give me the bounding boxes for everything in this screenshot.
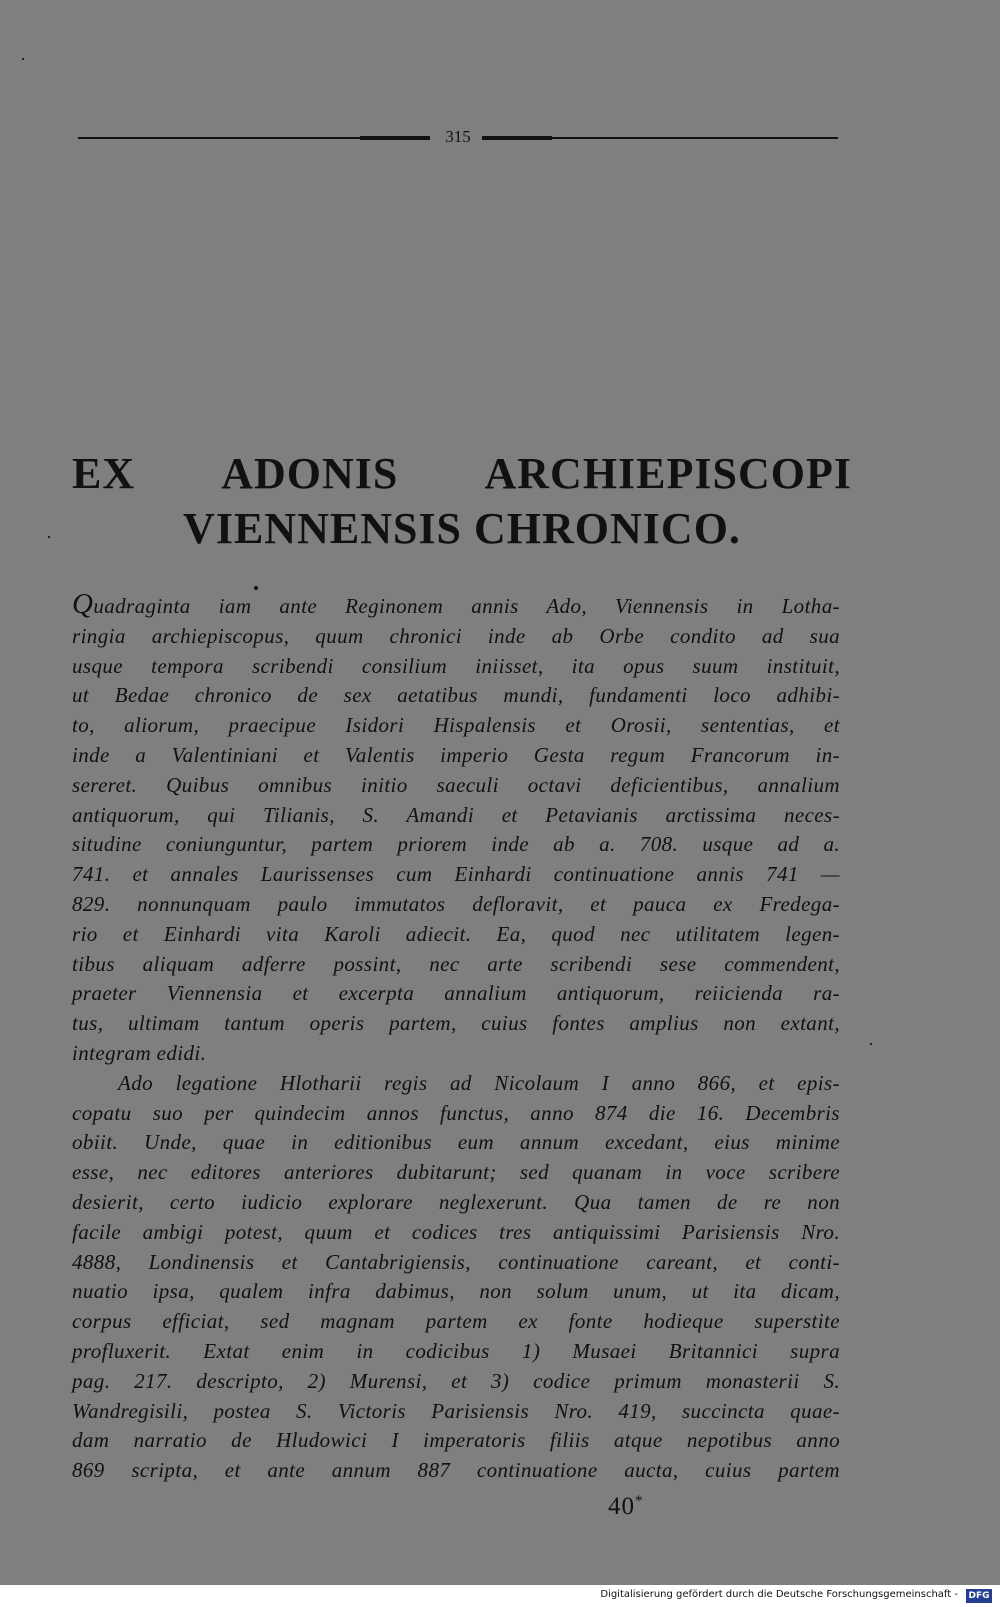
paragraph-2 [72, 1069, 840, 1486]
dropcap: Q [72, 588, 94, 620]
text-line [72, 590, 840, 622]
body-text [72, 590, 840, 1486]
scan-speck [22, 58, 24, 60]
text-line: copatu suo per quindecim annos functus, anno 874 die 16. Decembris [72, 1100, 840, 1125]
header-rule-right [482, 137, 838, 139]
signature-number: 40 [608, 1493, 635, 1520]
text-line: 829. nonnunquam paulo immutatos defloravit, et pauca ex Fredega- [72, 891, 840, 916]
scan-speck [870, 1043, 872, 1045]
text-line: 869 scripta, et ante annum 887 continuatione aucta, cuius partem [72, 1458, 840, 1483]
text-line: obiit. Unde, quae in editionibus eum annum excedant, eius minime [72, 1130, 840, 1155]
title-line-1: EX ADONIS ARCHIEPISCOPI [72, 449, 852, 498]
text-line: inde a Valentiniani et Valentis imperio Gesta regum Francorum in- [72, 742, 840, 767]
text-line: praeter Viennensia et excerpta annalium antiquorum, reiicienda ra- [72, 981, 840, 1006]
text-line: profluxerit. Extat enim in codicibus 1) Musaei Britannici supra [72, 1338, 840, 1363]
text-line-content: uadraginta iam ante Reginonem annis Ado, Viennensis in Lotha- [93, 594, 840, 618]
funding-note: Digitalisierung gefördert durch die Deutsche Forschungsgemeinschaft - [600, 1589, 958, 1600]
title-line-2: VIENNENSIS CHRONICO. [183, 504, 741, 553]
text-line: desierit, certo iudicio explorare neglexerunt. Qua tamen de re non [72, 1189, 840, 1214]
chapter-title [72, 446, 852, 556]
text-line: rio et Einhardi vita Karoli adiecit. Ea, quod nec utilitatem legen- [72, 921, 840, 946]
text-line: facile ambigi potest, quum et codices tres antiquissimi Parisiensis Nro. [72, 1219, 840, 1244]
text-line: sereret. Quibus omnibus initio saeculi octavi deficientibus, annalium [72, 772, 840, 797]
paragraph-1 [72, 590, 840, 1069]
scan-speck [48, 536, 50, 538]
text-line: usque tempora scribendi consilium iniisset, ita opus suum instituit, [72, 653, 840, 678]
text-line: to, aliorum, praecipue Isidori Hispalensis et Orosii, sententias, et [72, 713, 840, 738]
signature-mark [608, 1493, 644, 1521]
footer-strip [0, 1585, 1000, 1607]
text-line: ut Bedae chronico de sex aetatibus mundi, fundamenti loco adhibi- [72, 683, 840, 708]
signature-asterisk: * [635, 1493, 644, 1509]
text-line: corpus efficiat, sed magnam partem ex fonte hodieque superstite [72, 1309, 840, 1334]
text-line: tibus aliquam adferre possint, nec arte scribendi sese commendent, [72, 951, 840, 976]
text-line: dam narratio de Hludowici I imperatoris filiis atque nepotibus anno [72, 1428, 840, 1453]
text-line: pag. 217. descripto, 2) Murensi, et 3) codice primum monasterii S. [72, 1368, 840, 1393]
text-line: nuatio ipsa, qualem infra dabimus, non solum unum, ut ita dicam, [72, 1279, 840, 1304]
text-line: situdine coniunguntur, partem priorem inde ab a. 708. usque ad a. [72, 832, 840, 857]
text-line: ringia archiepiscopus, quum chronici inde ab Orbe condito ad sua [72, 623, 840, 648]
dfg-logo: DFG [966, 1589, 992, 1603]
text-line: tus, ultimam tantum operis partem, cuius fontes amplius non extant, [72, 1011, 840, 1036]
text-line: Wandregisili, postea S. Victoris Parisiensis Nro. 419, succincta quae- [72, 1398, 840, 1423]
text-line: Ado legatione Hlotharii regis ad Nicolaum I anno 866, et epis- [118, 1070, 840, 1095]
text-line: 741. et annales Laurissenses cum Einhardi continuatione annis 741 — [72, 862, 840, 887]
text-line: integram edidi. [72, 1040, 207, 1065]
text-line: 4888, Londinensis et Cantabrigiensis, continuatione careant, et conti- [72, 1249, 840, 1274]
page-number: 315 [445, 127, 471, 146]
text-line: antiquorum, qui Tilianis, S. Amandi et Petavianis arctissima neces- [72, 802, 840, 827]
page-header [78, 126, 838, 150]
header-rule-left [78, 137, 430, 139]
text-line: esse, nec editores anteriores dubitarunt; sed quanam in voce scribere [72, 1160, 840, 1185]
